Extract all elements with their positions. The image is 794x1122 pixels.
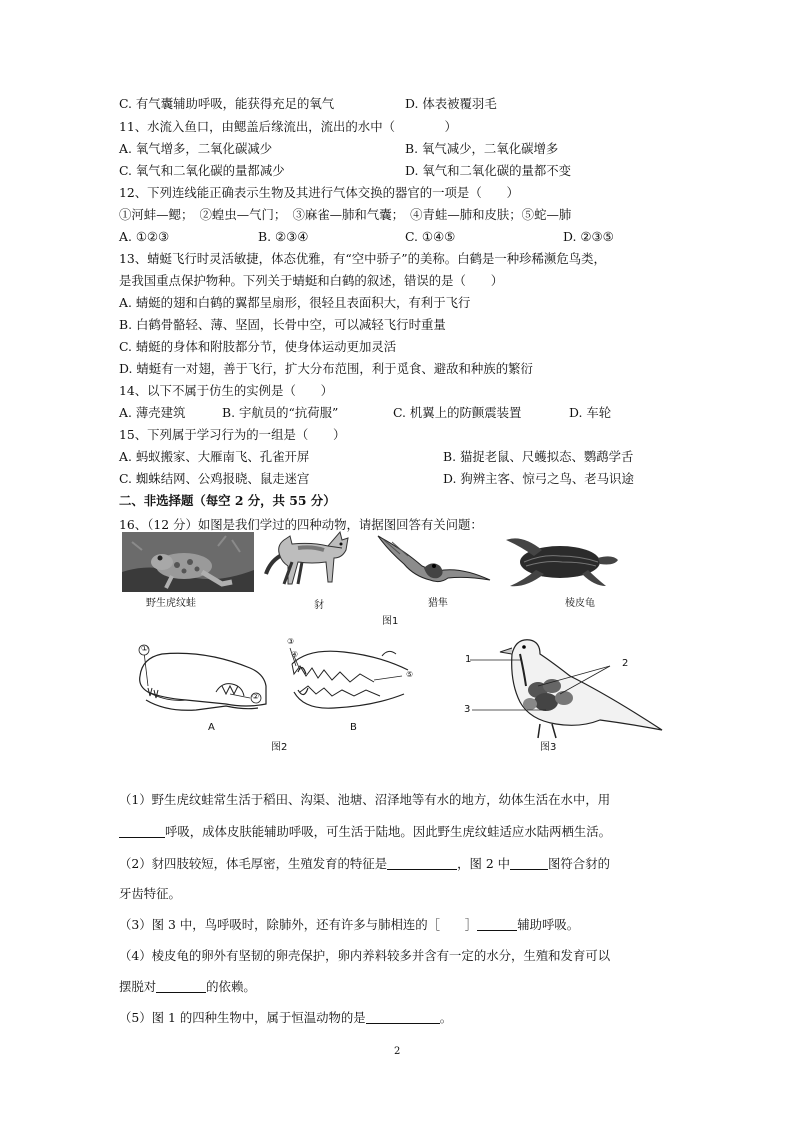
q16-part5-text-a: （5）图 1 的四种生物中，属于恒温动物的是: [119, 1010, 366, 1025]
dhole-drawing: [262, 522, 354, 594]
fig3-caption: 图3: [540, 742, 557, 753]
q15-stem: 15、下列属于学习行为的一组是（ ）: [119, 427, 346, 442]
q11-option-a: A. 氧气增多，二氧化碳减少: [119, 141, 273, 156]
fig1-label-turtle: 棱皮龟: [565, 598, 595, 609]
dhole-icon: [262, 522, 354, 594]
fig3-label-2: 2: [622, 658, 629, 669]
q16-part1-line2: [119, 822, 611, 842]
q16-part4-text-b: 摆脱对: [119, 979, 157, 994]
q16-part2-text-b: ，图 2 中: [457, 856, 511, 871]
q10-option-d: D. 体表被覆羽毛: [405, 96, 497, 111]
q14-option-c: C. 机翼上的防颤震装置: [393, 405, 522, 420]
skull-a-label-2: ②: [252, 692, 260, 701]
fig1-label-frog: 野生虎纹蛙: [146, 598, 196, 609]
turtle-icon: [502, 532, 624, 592]
section-heading: 二、非选择题（每空 2 分，共 55 分）: [119, 493, 336, 508]
q14-option-a: A. 薄壳建筑: [119, 405, 186, 420]
fig1-label-falcon: 猎隼: [428, 598, 448, 609]
bird-anatomy-drawing: [460, 632, 670, 740]
fig1-caption: 图1: [382, 616, 399, 627]
q11-stem: 11、水流入鱼口，由鳃盖后缘流出，流出的水中（ ）: [119, 119, 457, 134]
page-number: 2: [394, 1046, 401, 1057]
bird-anatomy-icon: [460, 632, 670, 740]
q11-option-b: B. 氧气减少，二氧化碳增多: [405, 141, 559, 156]
q16-part2-text-c: 图符合豺的: [548, 856, 610, 871]
q16-part4-line2: [119, 977, 256, 997]
fig1-label-dhole: 豺: [314, 600, 324, 611]
q16-part1-line1: （1）野生虎纹蛙常生活于稻田、沟渠、池塘、沼泽地等有水的地方，幼体生活在水中，用: [119, 792, 611, 807]
q14-option-b: B. 宇航员的“抗荷服”: [222, 405, 339, 420]
answer-blank[interactable]: [119, 823, 165, 838]
q15-option-d: D. 狗辨主客、惊弓之鸟、老马识途: [443, 471, 634, 486]
q16-part5-text-b: 。: [439, 1010, 453, 1025]
q10-option-c: C. 有气囊辅助呼吸，能获得充足的氧气: [119, 96, 335, 111]
skull-a-label-1: ①: [141, 644, 149, 653]
q12-option-d: D. ②③⑤: [563, 229, 614, 244]
q13-option-b: B. 白鹤骨骼轻、薄、坚固，长骨中空，可以减轻飞行时重量: [119, 317, 446, 332]
skull-a-letter: A: [208, 722, 215, 733]
q16-part3-line: [119, 915, 579, 935]
skull-b-label-3: ③: [287, 637, 295, 646]
q16-part3-text-a: （3）图 3 中，鸟呼吸时，除肺外，还有许多与肺相连的［ ］: [119, 917, 478, 932]
answer-blank[interactable]: [477, 916, 517, 931]
q15-option-b: B. 猫捉老鼠、尺蠖拟态、鹦鹉学舌: [443, 449, 634, 464]
q13-option-a: A. 蜻蜓的翅和白鹤的翼都呈扇形，很轻且表面积大，有利于飞行: [119, 295, 471, 310]
frog-photo: [122, 532, 254, 592]
falcon-icon: [374, 530, 494, 592]
q16-part1-text: 呼吸，成体皮肤能辅助呼吸，可生活于陆地。因此野生虎纹蛙适应水陆两栖生活。: [165, 824, 612, 839]
turtle-drawing: [502, 532, 624, 592]
skull-b-icon: [284, 634, 414, 724]
answer-blank[interactable]: [366, 1009, 440, 1024]
q13-option-d: D. 蜻蜓有一对翅，善于飞行，扩大分布范围，利于觅食、避敌和种族的繁衍: [119, 361, 533, 376]
skull-b-label-5: ⑤: [406, 670, 414, 679]
q15-option-c: C. 蜘蛛结网、公鸡报晓、鼠走迷宫: [119, 471, 310, 486]
answer-blank[interactable]: [156, 978, 206, 993]
skull-b-letter: B: [350, 722, 357, 733]
q12-option-b: B. ②③④: [258, 229, 309, 244]
fig2-caption: 图2: [271, 742, 288, 753]
q13-option-c: C. 蜻蜓的身体和附肢都分节，使身体运动更加灵活: [119, 339, 397, 354]
q12-option-a: A. ①②③: [119, 229, 170, 244]
skull-b-label-4: ④: [291, 650, 299, 659]
answer-blank[interactable]: [510, 855, 548, 870]
q16-part2-line1: [119, 854, 610, 874]
q13-stem-1: 13、蜻蜓飞行时灵活敏捷，体态优雅，有“空中骄子”的美称。白鹤是一种珍稀濒危鸟类，: [119, 251, 606, 266]
q12-option-c: C. ①④⑤: [405, 229, 456, 244]
q15-option-a: A. 蚂蚁搬家、大雁南飞、孔雀开屏: [119, 449, 310, 464]
skull-b-drawing: [284, 634, 414, 724]
q16-part3-text-b: 辅助呼吸。: [517, 917, 580, 932]
answer-blank[interactable]: [387, 855, 457, 870]
q16-part2-text-d: 牙齿特征。: [119, 886, 181, 901]
fig3-label-1: 1: [465, 654, 472, 665]
q16-part5-line: [119, 1008, 452, 1028]
q16-part2-text-a: （2）豺四肢较短，体毛厚密，生殖发育的特征是: [119, 856, 388, 871]
falcon-drawing: [374, 530, 494, 592]
q14-stem: 14、以下不属于仿生的实例是（ ）: [119, 383, 334, 398]
frog-icon: [122, 532, 254, 592]
q12-stem: 12、下列连线能正确表示生物及其进行气体交换的器官的一项是（ ）: [119, 185, 519, 200]
q12-pairs: ①河蚌—鳃； ②蝗虫—气门； ③麻雀—肺和气囊； ④青蛙—肺和皮肤；⑤蛇—肺: [119, 207, 572, 222]
q11-option-c: C. 氧气和二氧化碳的量都减少: [119, 163, 285, 178]
q16-stem: 16、（12 分）如图是我们学过的四种动物，请据图回答有关问题：: [119, 517, 483, 532]
q14-option-d: D. 车轮: [569, 405, 612, 420]
q16-part4-text-c: 的依赖。: [206, 979, 256, 994]
q16-part4-line1: （4）棱皮龟的卵外有坚韧的卵壳保护，卵内养料较多并含有一定的水分，生殖和发育可以: [119, 948, 611, 963]
q11-option-d: D. 氧气和二氧化碳的量都不变: [405, 163, 572, 178]
q13-stem-2: 是我国重点保护物种。下列关于蜻蜓和白鹤的叙述，错误的是（ ）: [119, 273, 504, 288]
fig3-label-3: 3: [464, 704, 471, 715]
